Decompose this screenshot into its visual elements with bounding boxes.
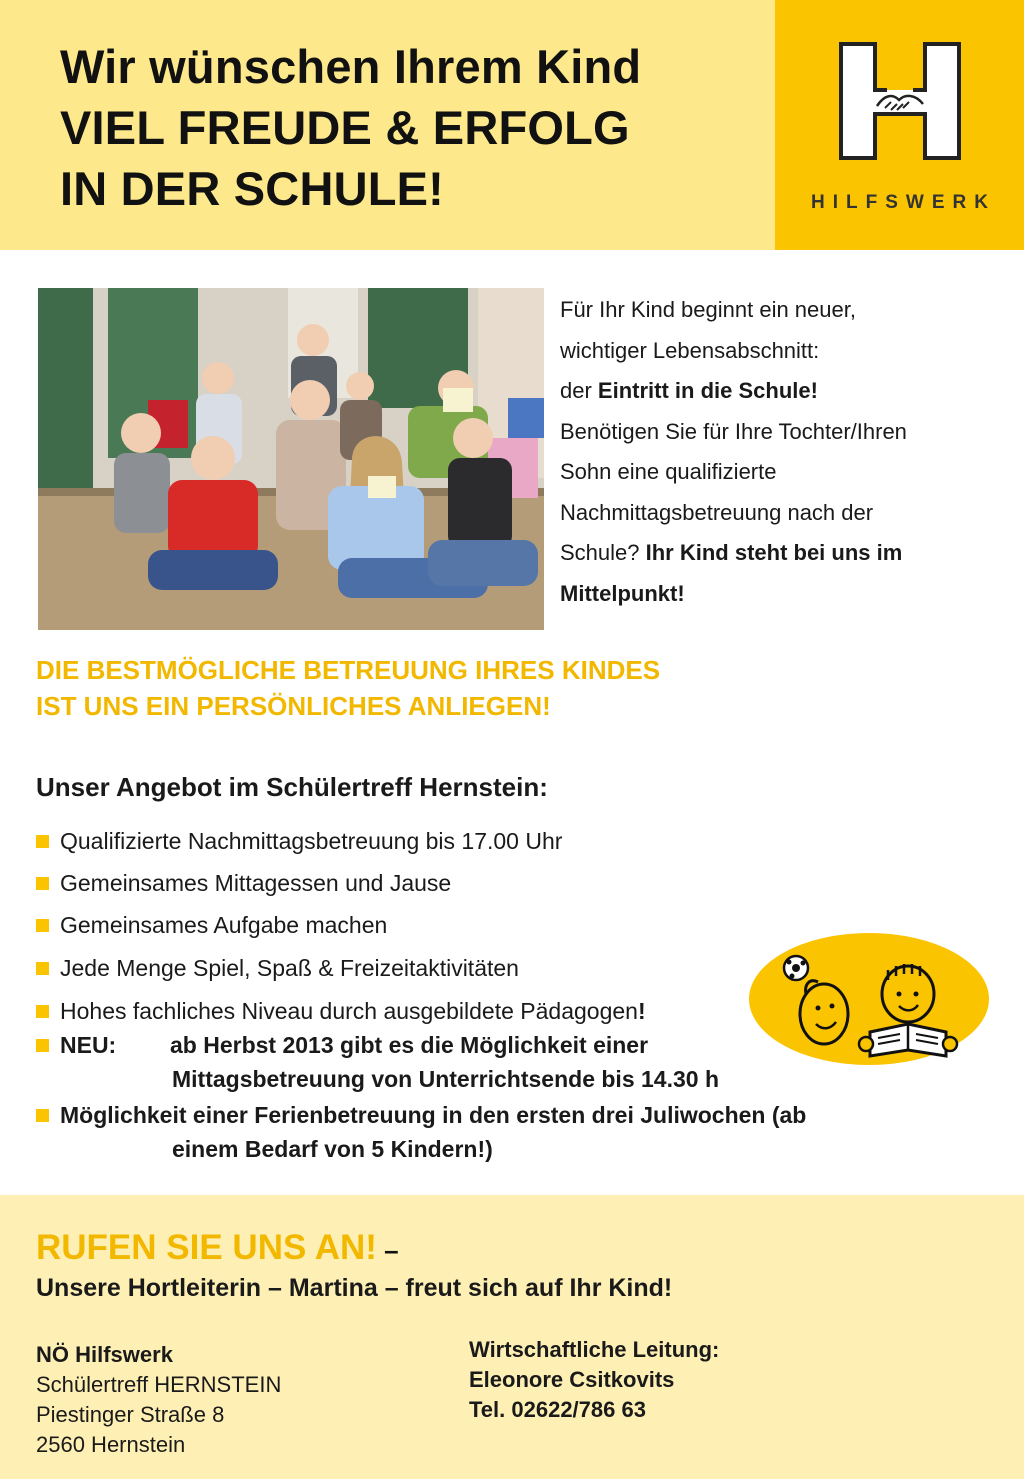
list-item (36, 994, 646, 1028)
bullet-square-icon (36, 1005, 49, 1018)
bullet-square-icon (36, 1109, 49, 1122)
call-subtitle: Unsere Hortleiterin – Martina – freut sich auf Ihr Kind! (36, 1274, 673, 1302)
intro-line-5: Sohn eine qualifizierte (560, 459, 777, 484)
intro-line-3-prefix: der (560, 378, 598, 403)
management-name: Eleonore Csitkovits (469, 1367, 675, 1392)
logo-wordmark: HILFSWERK (811, 192, 996, 213)
offer-title: Unser Angebot im Schülertreff Hernstein: (36, 772, 548, 802)
list-item-text: Hohes fachliches Niveau durch ausgebildete Pädagogen (60, 998, 638, 1024)
headline-line-3: IN DER SCHULE! (60, 162, 445, 215)
header-banner (0, 0, 775, 250)
call-dash: – (376, 1235, 399, 1265)
neu-line-1: ab Herbst 2013 gibt es die Möglichkeit einer (170, 1032, 649, 1058)
list-item-text: Jede Menge Spiel, Spaß & Freizeitaktivitäten (60, 955, 519, 981)
hilfswerk-logo (775, 0, 1024, 250)
children-group-photo (38, 288, 544, 630)
neu-line-2: Mittagsbetreuung von Unterrichtsende bis 14.30 h (172, 1066, 719, 1092)
call-text: RUFEN SIE UNS AN! (36, 1228, 377, 1267)
handshake-h-logo-icon (837, 40, 963, 162)
management-phone: Tel. 02622/786 63 (469, 1397, 646, 1422)
list-item-text: Gemeinsames Mittagessen und Jause (60, 870, 452, 896)
ferien-line-1: Möglichkeit einer Ferienbetreuung in den ersten drei Juliwochen (ab (60, 1102, 807, 1128)
neu-label: NEU: (60, 1032, 117, 1058)
list-item (36, 951, 519, 985)
address-line-3: 2560 Hernstein (36, 1432, 186, 1457)
list-item (36, 866, 451, 900)
headline-line-1: Wir wünschen Ihrem Kind (60, 40, 642, 93)
headline (60, 36, 641, 219)
call-to-action (36, 1228, 399, 1268)
bullet-square-icon (36, 962, 49, 975)
intro-line-7-bold: Ihr Kind steht bei uns im (645, 540, 903, 565)
children-reading-illustration (748, 932, 990, 1066)
list-item-exclamation: ! (637, 998, 646, 1024)
address-line-2: Piestinger Straße 8 (36, 1402, 225, 1427)
intro-paragraph (560, 290, 1000, 614)
bullet-square-icon (36, 1039, 49, 1052)
management-block (469, 1335, 719, 1425)
management-label: Wirtschaftliche Leitung: (469, 1337, 720, 1362)
list-item-text: Qualifizierte Nachmittagsbetreuung bis 17.00 Uhr (60, 828, 563, 854)
tagline-line-2: IST UNS EIN PERSÖNLICHES ANLIEGEN! (36, 691, 551, 721)
address-org: NÖ Hilfswerk (36, 1342, 173, 1367)
bullet-square-icon (36, 835, 49, 848)
list-item (36, 824, 562, 858)
intro-line-3-bold: Eintritt in die Schule! (597, 378, 818, 403)
headline-line-2: VIEL FREUDE & ERFOLG (60, 101, 630, 154)
intro-line-7-prefix: Schule? (560, 540, 646, 565)
list-item-text: Gemeinsames Aufgabe machen (60, 912, 388, 938)
children-photo-illustration (38, 288, 544, 630)
bullet-square-icon (36, 877, 49, 890)
address-line-1: Schülertreff HERNSTEIN (36, 1372, 282, 1397)
intro-line-8-bold: Mittelpunkt! (560, 580, 685, 606)
address-block (36, 1340, 281, 1460)
intro-line-1: Für Ihr Kind beginnt ein neuer, (560, 297, 856, 322)
ferien-line-2: einem Bedarf von 5 Kindern!) (172, 1136, 493, 1162)
intro-line-2: wichtiger Lebensabschnitt: (560, 337, 820, 363)
intro-line-6: Nachmittagsbetreuung nach der (560, 499, 874, 525)
list-item (36, 908, 387, 942)
tagline-line-1: DIE BESTMÖGLICHE BETREUUNG IHRES KINDES (36, 655, 661, 685)
list-item-ferien (36, 1098, 806, 1166)
list-item-neu (36, 1028, 719, 1096)
tagline (36, 652, 660, 724)
intro-line-4: Benötigen Sie für Ihre Tochter/Ihren (560, 418, 907, 444)
bullet-square-icon (36, 919, 49, 932)
